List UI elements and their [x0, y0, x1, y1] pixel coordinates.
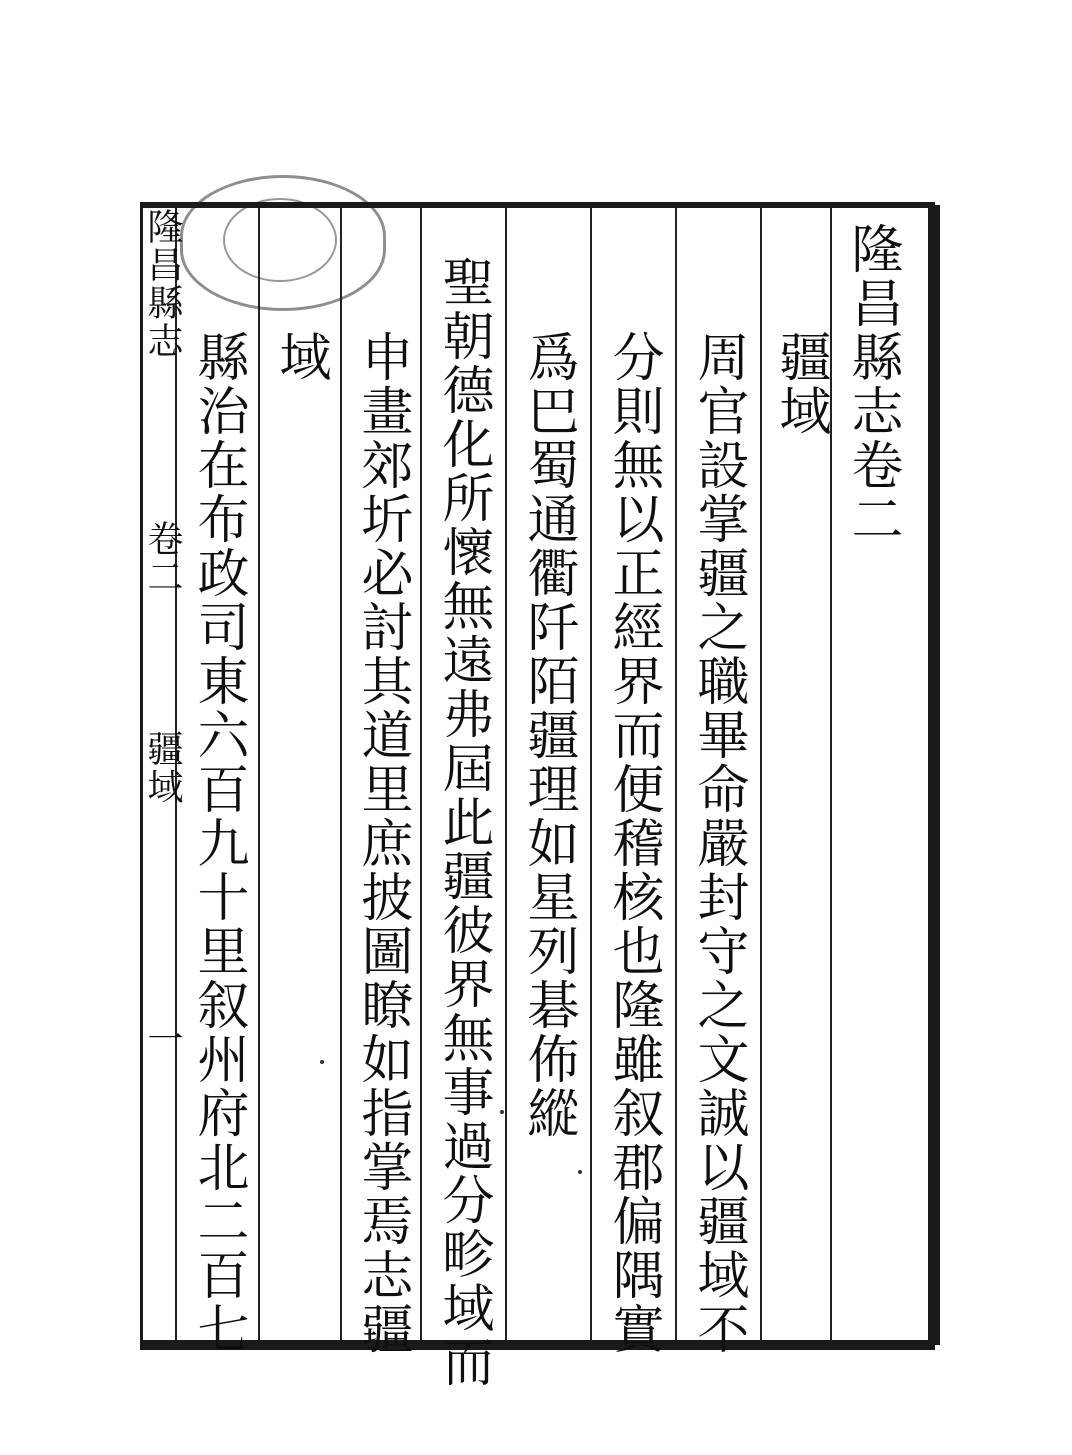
frame-bottom-border: [140, 1340, 935, 1350]
ink-speck: [500, 1110, 504, 1114]
text-column-3: 爲巴蜀通衢阡陌疆理如星列碁佈縱: [518, 330, 578, 1140]
frame-right-border: [928, 205, 940, 1345]
ink-speck: [320, 1060, 324, 1064]
margin-section: 疆域: [142, 730, 183, 806]
column-divider: [760, 208, 762, 1340]
text-column-body: 縣治在布政司東六百九十里叙州府北二百七: [188, 330, 248, 1356]
column-divider: [258, 208, 260, 1340]
column-divider: [830, 208, 832, 1340]
column-divider: [590, 208, 592, 1340]
margin-volume: 卷二: [142, 520, 183, 596]
text-column-5: 申畫郊圻必討其道里庶披圖瞭如指掌焉志疆: [352, 330, 412, 1356]
column-divider: [420, 208, 422, 1340]
ink-speck: [578, 1170, 582, 1174]
text-column-1: 周官設掌疆之職畢命嚴封守之文誠以疆域不: [688, 330, 748, 1356]
text-column-2: 分則無以正經界而便稽核也隆雖叙郡偏隅實: [603, 330, 663, 1356]
column-divider: [340, 208, 342, 1340]
text-column-4: 聖朝德化所懷無遠弗屆此疆彼界無事過分畛域而: [433, 255, 493, 1389]
volume-title: 隆昌縣志卷二: [842, 222, 902, 546]
margin-page-number: 一: [142, 1020, 183, 1058]
column-divider: [505, 208, 507, 1340]
column-divider: [675, 208, 677, 1340]
text-column-6: 域: [270, 330, 330, 384]
library-seal-stamp: [180, 175, 386, 311]
margin-book-title: 隆昌縣志: [142, 208, 183, 360]
section-heading: 疆域: [770, 330, 830, 438]
